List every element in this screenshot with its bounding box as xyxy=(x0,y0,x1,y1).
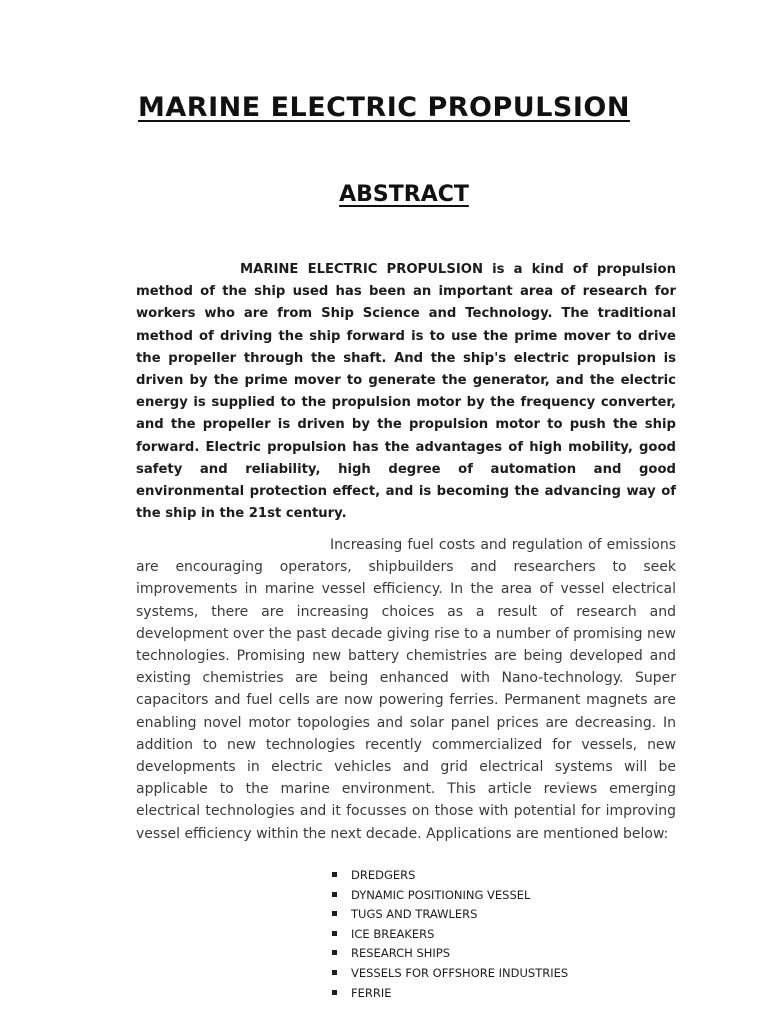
square-bullet-icon xyxy=(332,911,337,916)
list-item-label: TUGS AND TRAWLERS xyxy=(351,907,478,922)
square-bullet-icon xyxy=(332,990,337,995)
list-item xyxy=(332,886,568,906)
square-bullet-icon xyxy=(332,931,337,936)
list-item xyxy=(332,905,568,925)
list-item xyxy=(332,944,568,964)
list-item-label: FERRIE xyxy=(351,985,392,1000)
list-item-label: DREDGERS xyxy=(351,868,416,882)
applications-list xyxy=(332,866,568,1003)
abstract-paragraph: MARINE ELECTRIC PROPULSION is a kind of propulsion method of the ship used has been an important area of research for workers who are from Ship Science and Technology. The traditional method of driving the ship forward is to use the prime mover to drive the propeller through the shaft. And the ship's electric propulsion is driven by the prime mover to generate the generator, and the electric energy is supplied to the propulsion motor by the frequency converter, and the propeller is driven by the propulsion motor to push the ship forward. Electric propulsion has the advantages of high mobility, good safety and reliability, high degree of automation and good environmental protection effect, and is becoming the advancing way of the ship in the 21st century. xyxy=(136,262,676,522)
list-item-label: VESSELS FOR OFFSHORE INDUSTRIES xyxy=(351,965,569,980)
list-item xyxy=(332,866,568,886)
body-paragraph: Increasing fuel costs and regulation of emissions are encouraging operators, shipbuilders and researchers to seek improvements in marine vessel efficiency. In the area of vessel electrical systems, there are increasing choices as a result of research and development over the past decade giving rise to a number of promising new technologies. Promising new battery chemistries are being developed and existing chemistries are being enhanced with Nano-technology. Super capacitors and fuel cells are now powering ferries. Permanent magnets are enabling novel motor topologies and solar panel prices are decreasing. In addition to new technologies recently commercialized for vessels, new developments in electric vehicles and grid electrical systems will be applicable to the marine environment. This article reviews emerging electrical technologies and it focusses on those with potential for improving vessel efficiency within the next decade. Applications are mentioned below: xyxy=(136,537,676,842)
abstract-heading: ABSTRACT xyxy=(339,182,469,207)
document-title: MARINE ELECTRIC PROPULSION xyxy=(138,92,630,123)
square-bullet-icon xyxy=(332,970,337,975)
list-item-label: DYNAMIC POSITIONING VESSEL xyxy=(351,887,531,902)
square-bullet-icon xyxy=(332,950,337,955)
square-bullet-icon xyxy=(332,872,337,877)
list-item xyxy=(332,925,568,945)
list-item-label: ICE BREAKERS xyxy=(351,926,435,941)
list-item xyxy=(332,964,568,984)
list-item xyxy=(332,984,568,1004)
square-bullet-icon xyxy=(332,892,337,897)
list-item-label: RESEARCH SHIPS xyxy=(351,946,451,961)
